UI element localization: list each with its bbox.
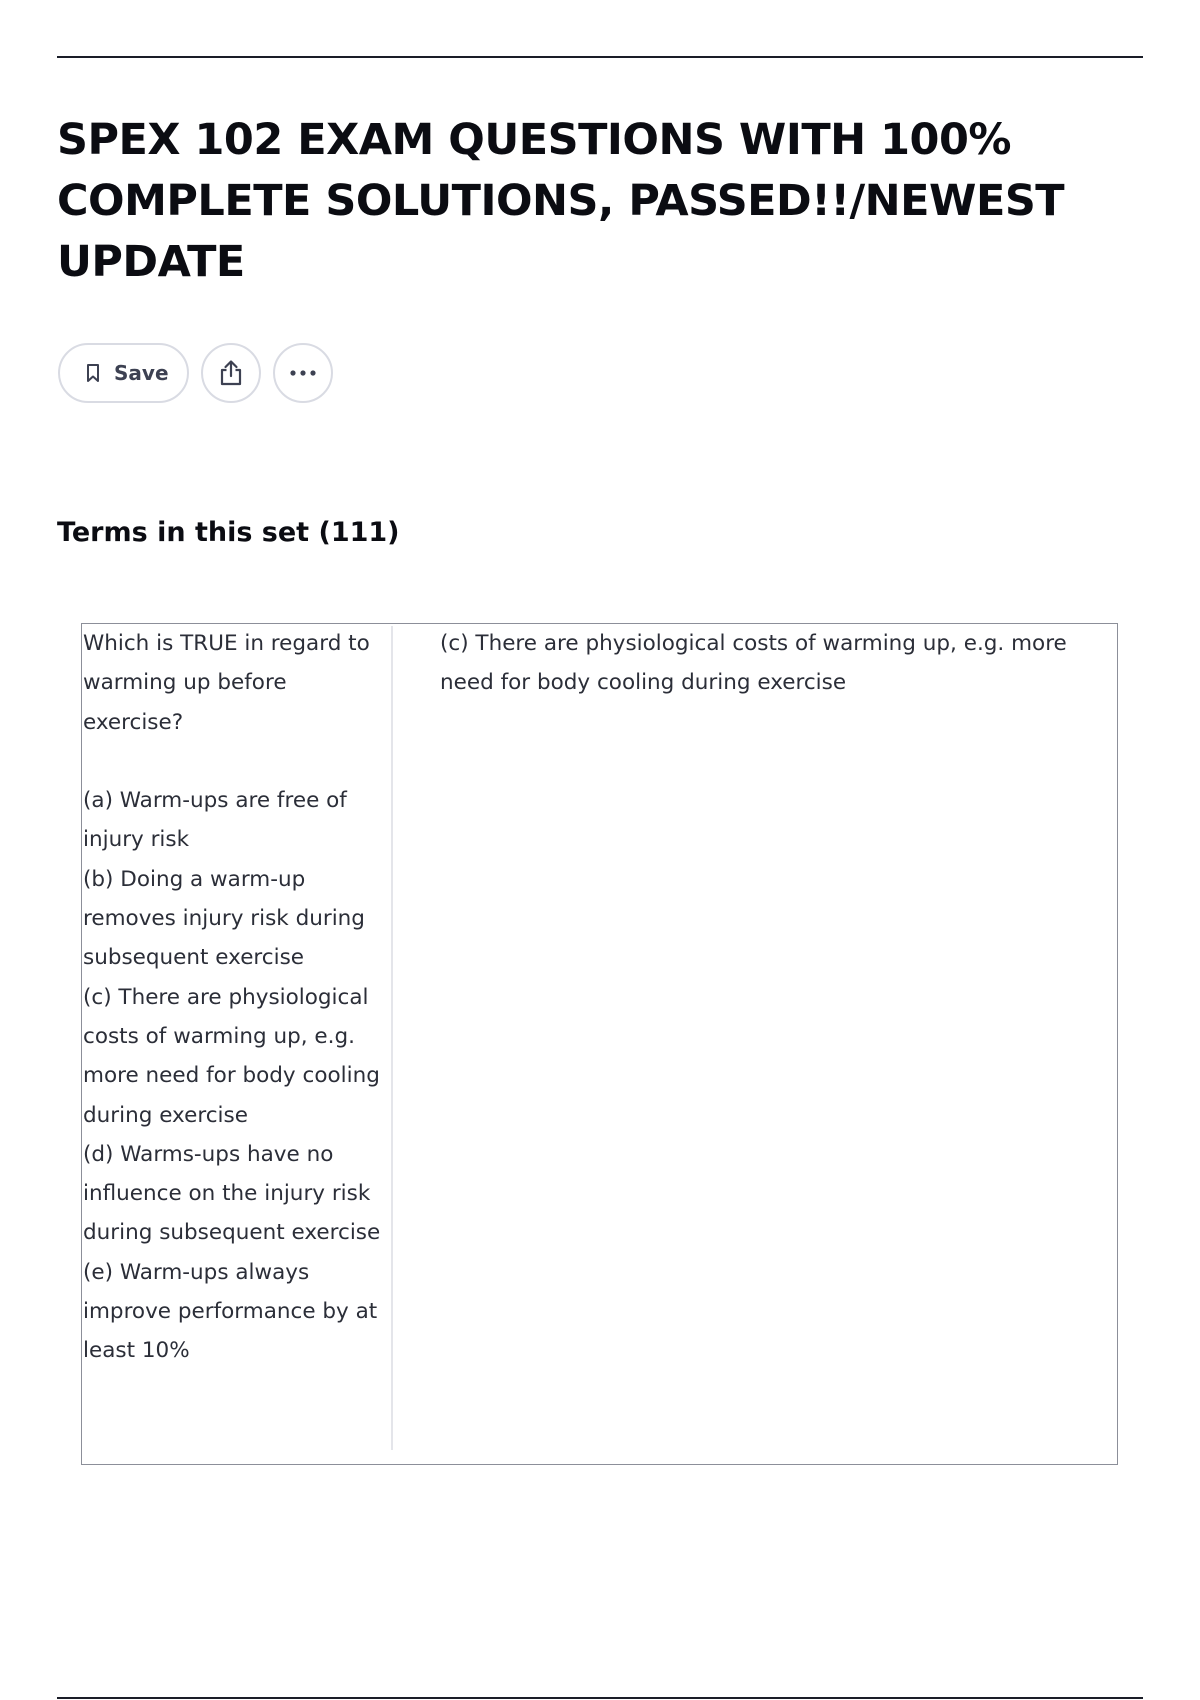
term-question: Which is TRUE in regard to warming up before exercise? (a) Warm-ups are free of injury risk (b) Doing a warm-up removes injury risk during subsequent exercise (c) There are physiological costs of warming up, e.g. more need for body cooling during exercise (d) Warms-ups have no influence on the injury risk during subsequent exercise (e) Warm-ups always improve performance by at least 10% [83, 631, 381, 1364]
term-card-divider [391, 626, 393, 1450]
more-options-button[interactable] [273, 343, 333, 403]
more-options-icon [289, 369, 317, 377]
terms-heading: Terms in this set (111) [57, 517, 400, 548]
top-divider [57, 56, 1143, 58]
term-card [81, 623, 1118, 1465]
bottom-divider [57, 1697, 1143, 1699]
action-bar [58, 343, 333, 403]
share-button[interactable] [201, 343, 261, 403]
bookmark-icon [86, 363, 100, 383]
page-title: SPEX 102 EXAM QUESTIONS WITH 100% COMPLETE SOLUTIONS, PASSED!!/NEWEST UPDATE [57, 115, 1065, 287]
share-icon [218, 359, 244, 387]
save-button[interactable] [58, 343, 189, 403]
save-button-label: Save [114, 361, 169, 385]
term-answer: (c) There are physiological costs of warming up, e.g. more need for body cooling during exercise [440, 631, 1067, 696]
